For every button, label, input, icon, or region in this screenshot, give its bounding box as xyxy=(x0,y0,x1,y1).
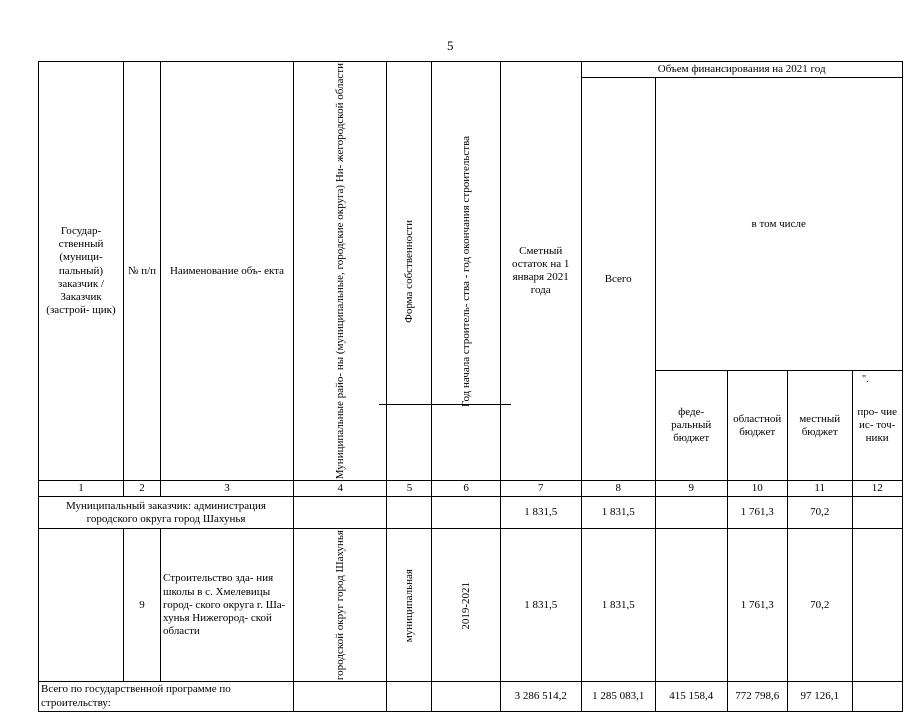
total-ownership xyxy=(387,682,432,711)
page-number: 5 xyxy=(447,38,454,53)
object-district xyxy=(294,529,387,682)
object-name: Строительство зда- ния школы в с. Хмелевицы город- ского округа г. Ша- хунья Нижегород- ской области xyxy=(161,529,294,682)
customer-label: Муниципальный заказчик: администрация городского округа город Шахунья xyxy=(39,497,294,529)
header-municipal-districts xyxy=(294,62,387,481)
col-number: 4 xyxy=(294,481,387,497)
col-number: 12 xyxy=(852,481,902,497)
header-ownership-form-text: Форма собственности xyxy=(403,219,416,323)
object-years-text: 2019-2021 xyxy=(459,581,472,630)
object-row xyxy=(39,529,903,682)
end-rule xyxy=(379,404,511,405)
header-funding-2021: Объем финансирования на 2021 год xyxy=(581,62,902,78)
total-label: Всего по государственной программе по строительству: xyxy=(39,682,294,711)
customer-district xyxy=(294,497,387,529)
header-construction-years xyxy=(432,62,500,481)
header-regional: областной бюджет xyxy=(727,371,787,481)
closing-quote: ". xyxy=(862,374,869,385)
col-number: 5 xyxy=(387,481,432,497)
total-regional: 772 798,6 xyxy=(727,682,787,711)
object-ownership-text: муниципальная xyxy=(403,568,416,643)
object-district-text: городской округ город Шахунья xyxy=(333,530,346,681)
col-number: 6 xyxy=(432,481,500,497)
customer-estimate: 1 831,5 xyxy=(500,497,581,529)
total-years xyxy=(432,682,500,711)
header-customer: Государ- ственный (муници- пальный) заказчик / Заказчик (застрой- щик) xyxy=(39,62,124,481)
customer-ownership xyxy=(387,497,432,529)
object-years xyxy=(432,529,500,682)
header-total: Всего xyxy=(581,78,655,481)
total-other xyxy=(852,682,902,711)
object-federal xyxy=(655,529,727,682)
customer-other xyxy=(852,497,902,529)
object-num: 9 xyxy=(124,529,161,682)
col-number: 2 xyxy=(124,481,161,497)
customer-total: 1 831,5 xyxy=(581,497,655,529)
col-number: 3 xyxy=(161,481,294,497)
col-number: 11 xyxy=(787,481,852,497)
customer-regional: 1 761,3 xyxy=(727,497,787,529)
header-ownership-form xyxy=(387,62,432,481)
col-number: 10 xyxy=(727,481,787,497)
header-construction-years-text: Год начала строитель- ства - год окончания строительства xyxy=(459,135,472,407)
column-number-row xyxy=(39,481,903,497)
total-estimate: 3 286 514,2 xyxy=(500,682,581,711)
total-total: 1 285 083,1 xyxy=(581,682,655,711)
header-other: про- чие ис- точ- ники xyxy=(852,371,902,481)
construction-funding-table xyxy=(38,61,903,712)
object-local: 70,2 xyxy=(787,529,852,682)
col-number: 9 xyxy=(655,481,727,497)
col-number: 8 xyxy=(581,481,655,497)
total-federal: 415 158,4 xyxy=(655,682,727,711)
header-object-name: Наименование объ- екта xyxy=(161,62,294,481)
col-number: 7 xyxy=(500,481,581,497)
header-federal: феде- ральный бюджет xyxy=(655,371,727,481)
object-customer xyxy=(39,529,124,682)
header-estimate-balance: Сметный остаток на 1 января 2021 года xyxy=(500,62,581,481)
header-local: местный бюджет xyxy=(787,371,852,481)
object-other xyxy=(852,529,902,682)
total-local: 97 126,1 xyxy=(787,682,852,711)
total-row xyxy=(39,682,903,711)
object-total: 1 831,5 xyxy=(581,529,655,682)
header-including: в том числе xyxy=(655,78,902,371)
object-regional: 1 761,3 xyxy=(727,529,787,682)
header-municipal-districts-text: Муниципальные райо- ны (муниципальные, городские округа) Ни- жегородской области xyxy=(333,63,346,480)
total-district xyxy=(294,682,387,711)
col-number: 1 xyxy=(39,481,124,497)
header-num: № п/п xyxy=(124,62,161,481)
object-estimate: 1 831,5 xyxy=(500,529,581,682)
object-ownership xyxy=(387,529,432,682)
customer-federal xyxy=(655,497,727,529)
customer-row xyxy=(39,497,903,529)
customer-years xyxy=(432,497,500,529)
customer-local: 70,2 xyxy=(787,497,852,529)
